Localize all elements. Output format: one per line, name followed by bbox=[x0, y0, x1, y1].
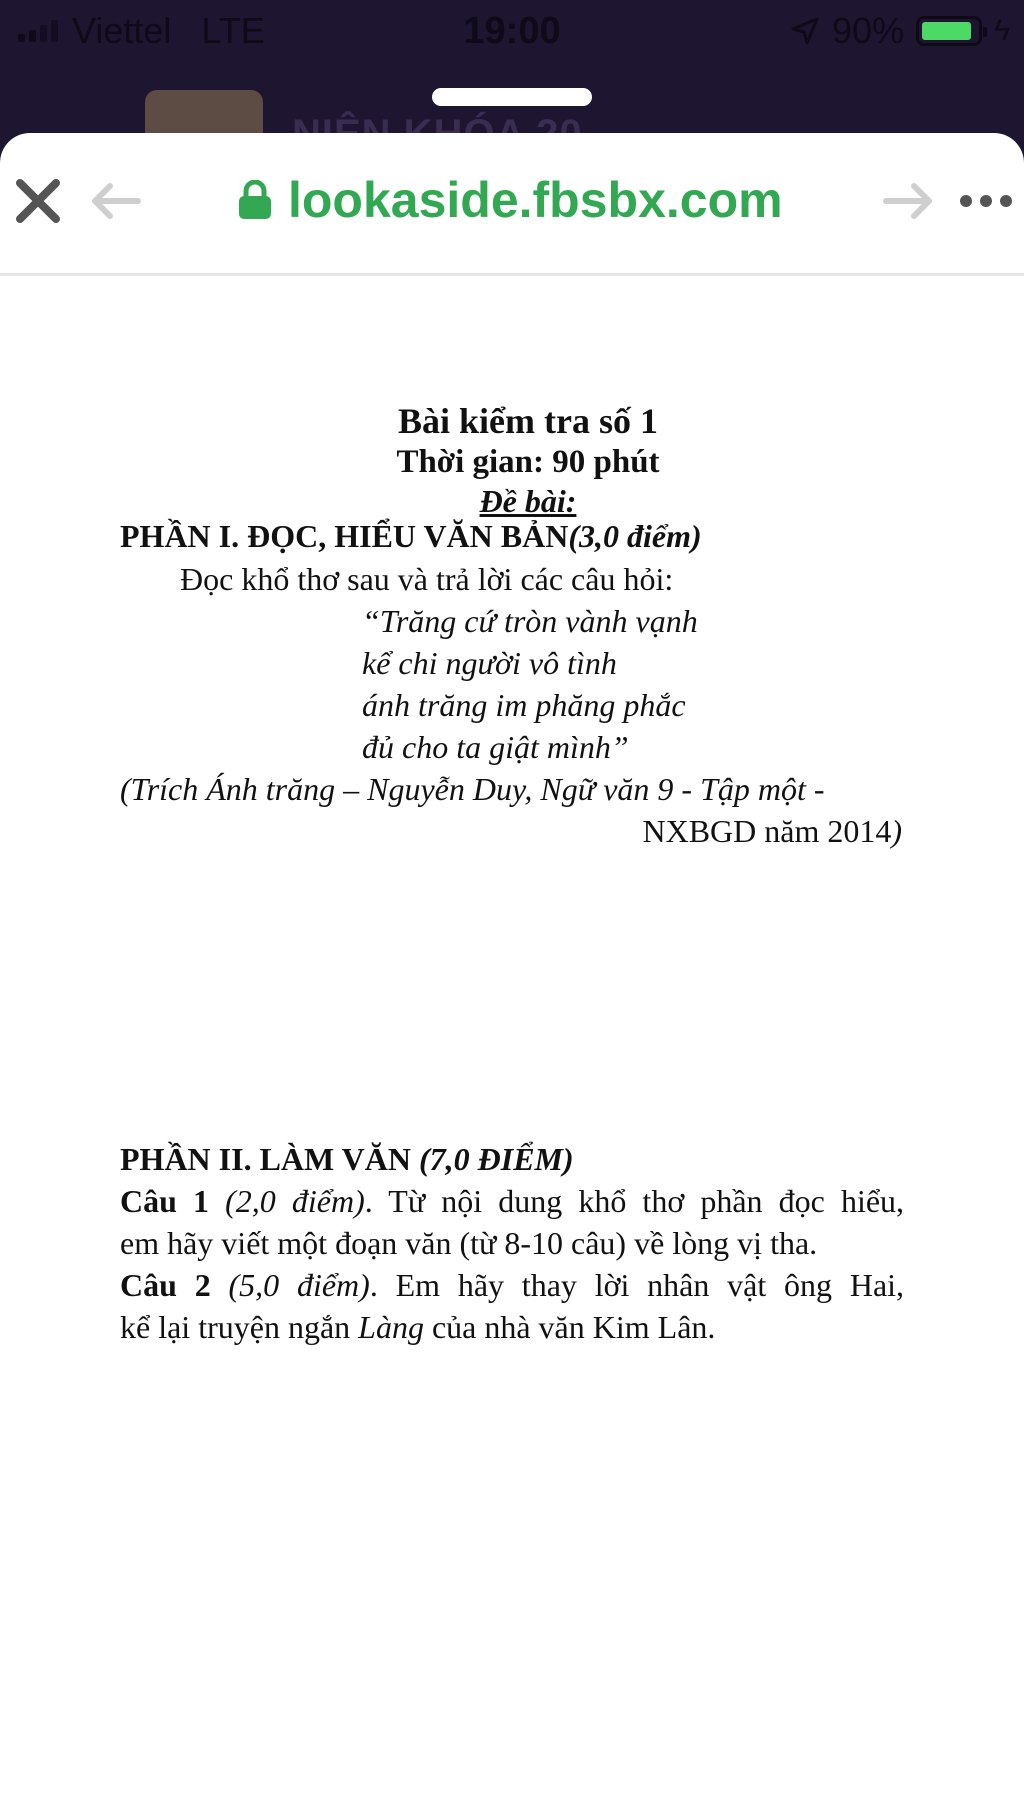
question-1-text: . Từ nội dung khổ thơ phần đọc hiểu, bbox=[364, 1183, 905, 1219]
exam-document bbox=[0, 273, 1024, 1817]
question-2-text: . Em hãy thay lời nhân vật ông Hai, bbox=[369, 1267, 905, 1303]
network-type: LTE bbox=[201, 10, 265, 51]
more-dots-icon bbox=[960, 195, 972, 207]
question-2-points: (5,0 điểm) bbox=[228, 1267, 370, 1303]
back-button[interactable] bbox=[84, 173, 146, 229]
forward-button[interactable] bbox=[878, 173, 940, 229]
battery-icon bbox=[916, 16, 982, 46]
arrow-left-icon bbox=[88, 181, 142, 221]
question-2-line-2 bbox=[120, 1309, 715, 1346]
more-options-button[interactable] bbox=[948, 181, 1024, 221]
source-publisher: NXBGD năm 2014 bbox=[642, 813, 892, 849]
status-time: 19:00 bbox=[463, 10, 561, 52]
lock-icon bbox=[238, 180, 272, 220]
poem-source bbox=[120, 771, 825, 808]
browser-toolbar bbox=[0, 133, 1024, 276]
poem-line: ánh trăng im phăng phắc bbox=[362, 687, 686, 723]
part1-heading bbox=[120, 518, 702, 555]
battery-level-fill bbox=[922, 22, 971, 40]
question-1-label: Câu 1 bbox=[120, 1183, 210, 1219]
source-close: ) bbox=[891, 813, 902, 849]
status-bar-right bbox=[790, 10, 1010, 52]
question-1-line-1 bbox=[120, 1183, 904, 1220]
exam-prompt-heading: Đề bài: bbox=[479, 483, 577, 519]
in-app-browser-sheet bbox=[0, 133, 1024, 1817]
question-1-points: (2,0 điểm) bbox=[225, 1183, 365, 1219]
exam-title: Bài kiểm tra số 1 bbox=[398, 401, 658, 441]
carrier-name: Viettel bbox=[72, 10, 172, 51]
exam-time: Thời gian: 90 phút bbox=[396, 444, 660, 480]
part1-title: PHẦN I. ĐỌC, HIỂU VĂN BẢN bbox=[120, 518, 569, 554]
close-icon bbox=[14, 177, 62, 225]
story-title: Làng bbox=[358, 1309, 424, 1345]
url-text: lookaside.fbsbx.com bbox=[288, 172, 783, 228]
battery-percent: 90% bbox=[832, 10, 905, 51]
poem-line: “Trăng cứ tròn vành vạnh bbox=[362, 603, 698, 639]
source-open: (Trích bbox=[120, 771, 207, 807]
part2-title: PHẦN II. LÀM VĂN bbox=[120, 1141, 419, 1177]
source-work: Ánh trăng – Nguyễn Duy, Ngữ văn 9 - Tập một - bbox=[206, 771, 825, 807]
question-2-label: Câu 2 bbox=[120, 1267, 211, 1303]
more-dot bbox=[980, 195, 992, 207]
question-2-text-c: của nhà văn Kim Lân. bbox=[423, 1309, 716, 1345]
close-button[interactable] bbox=[10, 173, 66, 229]
poem-line: kể chi người vô tình bbox=[362, 645, 617, 681]
reading-instruction: Đọc khổ thơ sau và trả lời các câu hỏi: bbox=[180, 561, 674, 597]
part2-points: (7,0 ĐIỂM) bbox=[418, 1141, 574, 1177]
part2-heading bbox=[120, 1141, 574, 1178]
more-dot bbox=[1000, 195, 1012, 207]
status-bar bbox=[0, 0, 1024, 62]
question-2-line-1 bbox=[120, 1267, 904, 1304]
poem-source-publisher bbox=[642, 813, 902, 850]
sheet-grabber[interactable] bbox=[432, 88, 592, 106]
address-bar[interactable] bbox=[238, 171, 783, 229]
question-2-text-a: kể lại truyện ngắn bbox=[120, 1309, 359, 1345]
location-arrow-icon bbox=[790, 16, 820, 46]
arrow-right-icon bbox=[882, 181, 936, 221]
part1-points: (3,0 điểm) bbox=[568, 518, 702, 554]
charging-bolt-icon: ϟ bbox=[994, 14, 1010, 47]
poem-line: đủ cho ta giật mình” bbox=[362, 729, 629, 765]
question-1-line-2: em hãy viết một đoạn văn (từ 8-10 câu) về lòng vị tha. bbox=[120, 1225, 818, 1261]
